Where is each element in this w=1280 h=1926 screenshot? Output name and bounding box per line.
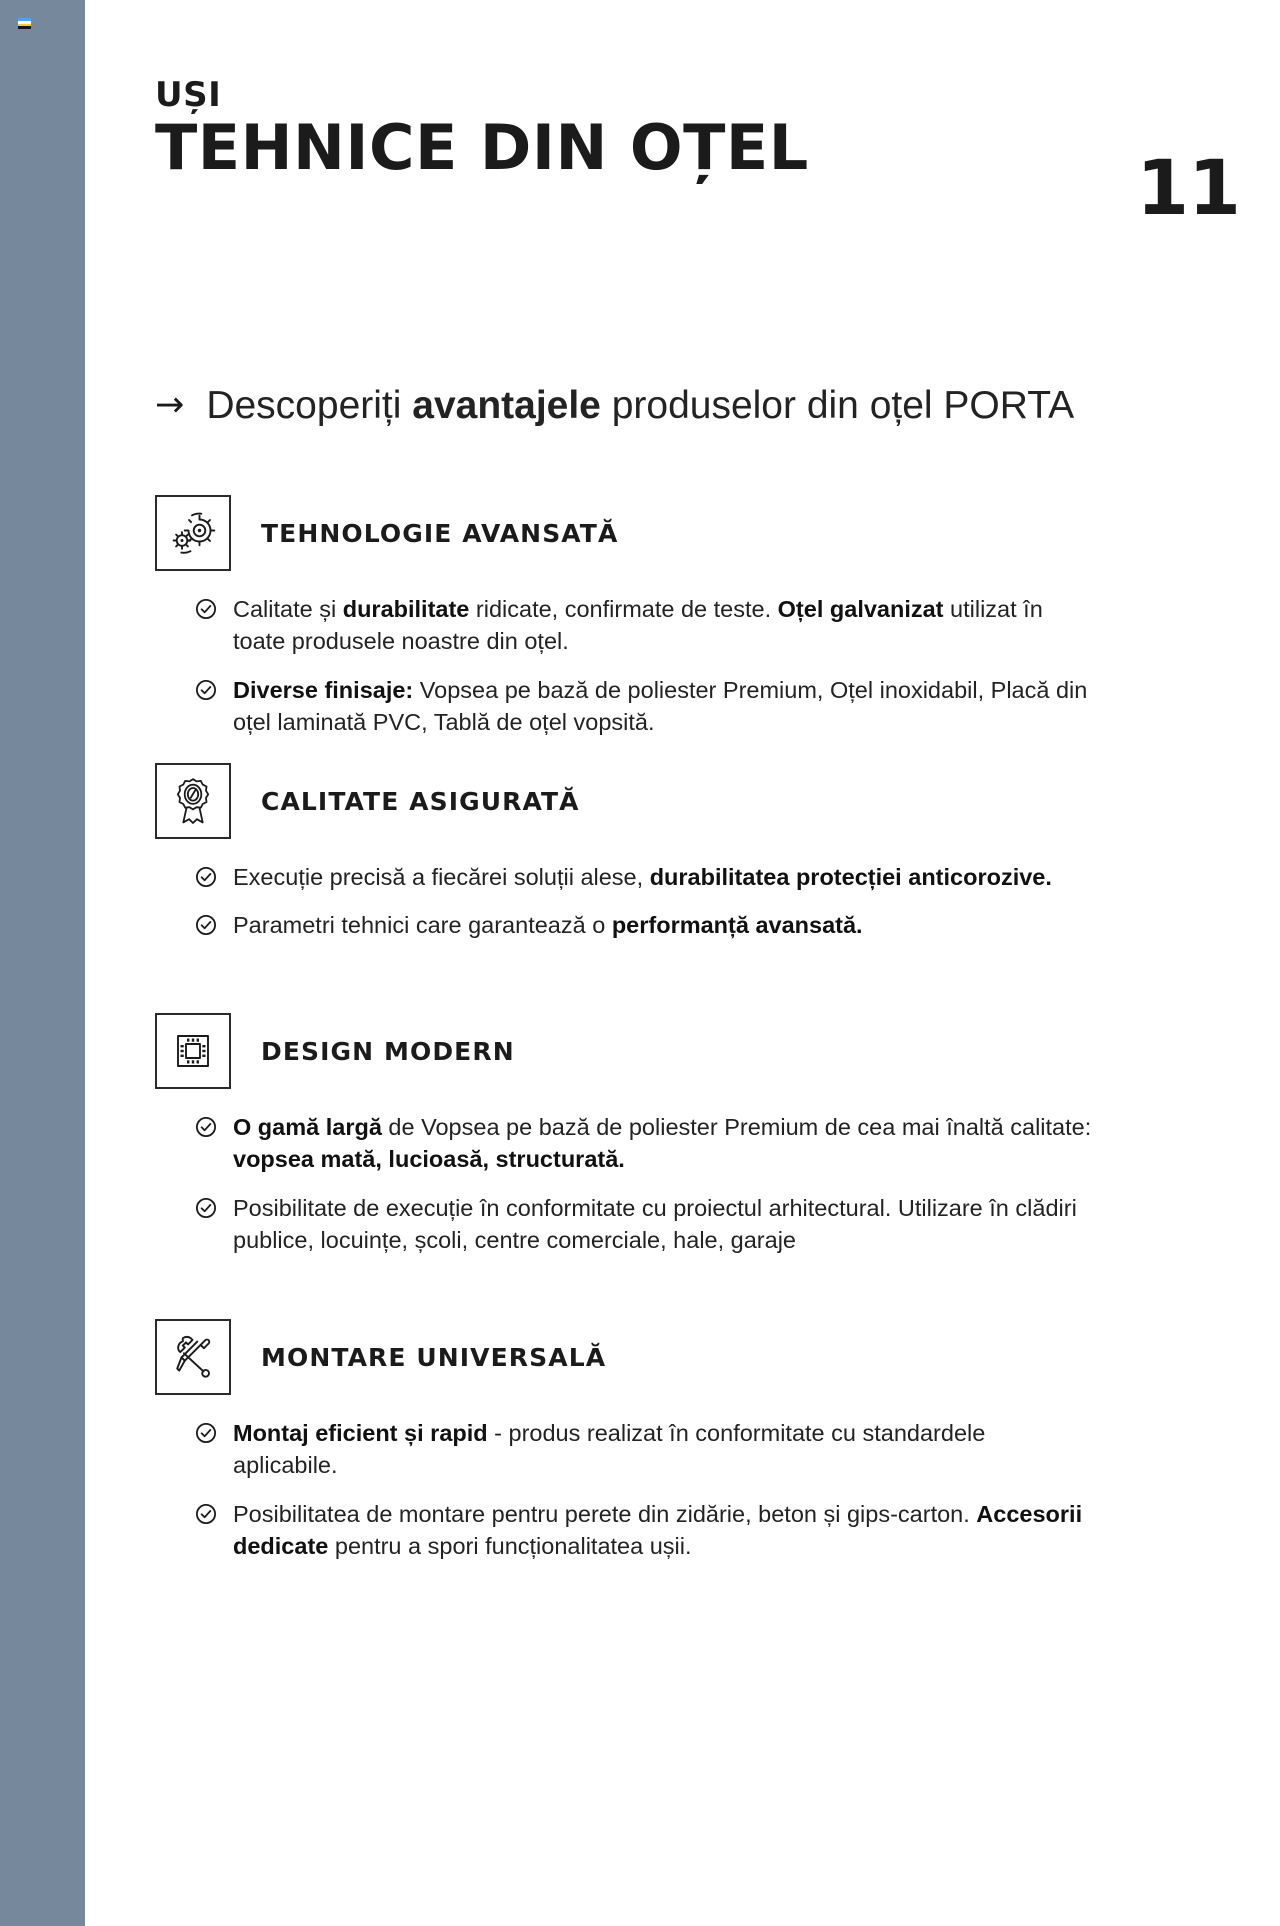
arrow-right-icon: → <box>155 385 185 425</box>
bullet-emphasis: durabilitate <box>342 596 470 622</box>
bullet-item <box>195 909 1240 941</box>
gears-icon <box>155 495 231 571</box>
section-header <box>155 1013 1240 1089</box>
section-bullets <box>155 1111 1240 1257</box>
bullet-item <box>195 861 1240 893</box>
bullet-segment: Parametri tehnici care garantează o <box>233 912 612 939</box>
feature-section-tehnologie-avansata <box>155 495 1240 739</box>
check-circle-icon <box>195 598 217 625</box>
bullet-segment: Posibilitatea de montare pentru perete din zidărie, beton și gips-carton. <box>233 1500 977 1527</box>
bullet-emphasis: Accesorii dedicate <box>233 1500 1083 1560</box>
lead-suffix: produselor din oțel PORTA <box>600 384 1075 427</box>
page-title: TEHNICE DIN OȚEL <box>155 111 809 184</box>
bullet-item <box>195 674 1240 739</box>
bullet-segment: pentru a spori funcționalitatea ușii. <box>328 1533 692 1560</box>
section-header <box>155 763 1240 839</box>
bullet-segment: Posibilitate de execuție în conformitate cu proiectul arhitectural. Utilizare în clădiri publice, locuințe, școli, centre comerciale, hale, garaje <box>233 1194 1077 1254</box>
section-title: TEHNOLOGIE AVANSATĂ <box>261 518 619 548</box>
bullet-text <box>233 1192 1093 1257</box>
lead-emphasis: avantajele <box>412 384 601 427</box>
section-bullets <box>155 593 1240 739</box>
check-circle-icon <box>195 1503 217 1530</box>
bullet-item <box>195 1111 1240 1176</box>
bullet-emphasis: vopsea mată, lucioasă, structurată. <box>233 1146 625 1173</box>
feature-section-montare-universala <box>155 1319 1240 1563</box>
check-circle-icon <box>195 1422 217 1449</box>
bullet-text <box>233 1417 1093 1482</box>
section-header <box>155 1319 1240 1395</box>
microchip-icon <box>155 1013 231 1089</box>
bullet-segment: ridicate, confirmate de teste. <box>469 596 778 622</box>
section-title: CALITATE ASIGURATĂ <box>261 786 580 816</box>
section-bullets <box>155 1417 1240 1563</box>
bullet-item <box>195 1498 1240 1563</box>
section-title: MONTARE UNIVERSALĂ <box>261 1342 607 1372</box>
bullet-text <box>233 909 863 941</box>
bullet-segment: Execuție precisă a fiecărei soluții alese, <box>233 864 650 890</box>
check-circle-icon <box>195 914 217 941</box>
bullet-text <box>233 861 1052 893</box>
bullet-emphasis: O gamă largă <box>233 1114 382 1140</box>
bullet-item <box>195 593 1240 658</box>
bullet-segment: de Vopsea pe bază de poliester Premium de cea mai înaltă calitate: <box>381 1114 1092 1140</box>
feature-section-calitate-asigurata <box>155 763 1240 942</box>
bullet-segment: - produs realizat în conformitate cu standardele aplicabile. <box>233 1420 986 1479</box>
bullet-emphasis: Diverse finisaje: <box>233 676 414 703</box>
lead-text <box>206 385 1074 428</box>
registration-mark-icon <box>18 18 31 29</box>
bullet-emphasis: durabilitatea protecției anticorozive. <box>649 864 1052 890</box>
section-bullets <box>155 861 1240 942</box>
lead-line <box>155 385 1250 428</box>
bullet-item <box>195 1417 1240 1482</box>
page-header <box>155 75 1240 232</box>
check-circle-icon <box>195 679 217 706</box>
left-accent-bar <box>0 0 85 1926</box>
check-circle-icon <box>195 1197 217 1224</box>
bullet-segment: Vopsea pe bază de poliester Premium, Oțel inoxidabil, Placă din oțel laminată PVC, Tablă de oțel vopsită. <box>233 676 1088 736</box>
check-circle-icon <box>195 1116 217 1143</box>
check-circle-icon <box>195 866 217 893</box>
bullet-emphasis: performanță avansată. <box>611 912 863 939</box>
bullet-text <box>233 593 1093 658</box>
section-header <box>155 495 1240 571</box>
tools-icon <box>155 1319 231 1395</box>
page-number: 11 <box>1136 143 1240 232</box>
page-kicker: UȘI <box>155 75 222 115</box>
bullet-segment: Calitate și <box>233 596 343 622</box>
feature-section-design-modern <box>155 1013 1240 1257</box>
quality-badge-icon <box>155 763 231 839</box>
section-title: DESIGN MODERN <box>261 1036 515 1066</box>
bullet-text <box>233 1111 1093 1176</box>
bullet-emphasis: Oțel galvanizat <box>777 596 944 622</box>
lead-prefix: Descoperiți <box>206 384 413 427</box>
bullet-segment: utilizat în toate produsele noastre din oțel. <box>233 596 1043 655</box>
bullet-text <box>233 674 1093 739</box>
bullet-text <box>233 1498 1093 1563</box>
bullet-item <box>195 1192 1240 1257</box>
bullet-emphasis: Montaj eficient și rapid <box>233 1420 488 1446</box>
